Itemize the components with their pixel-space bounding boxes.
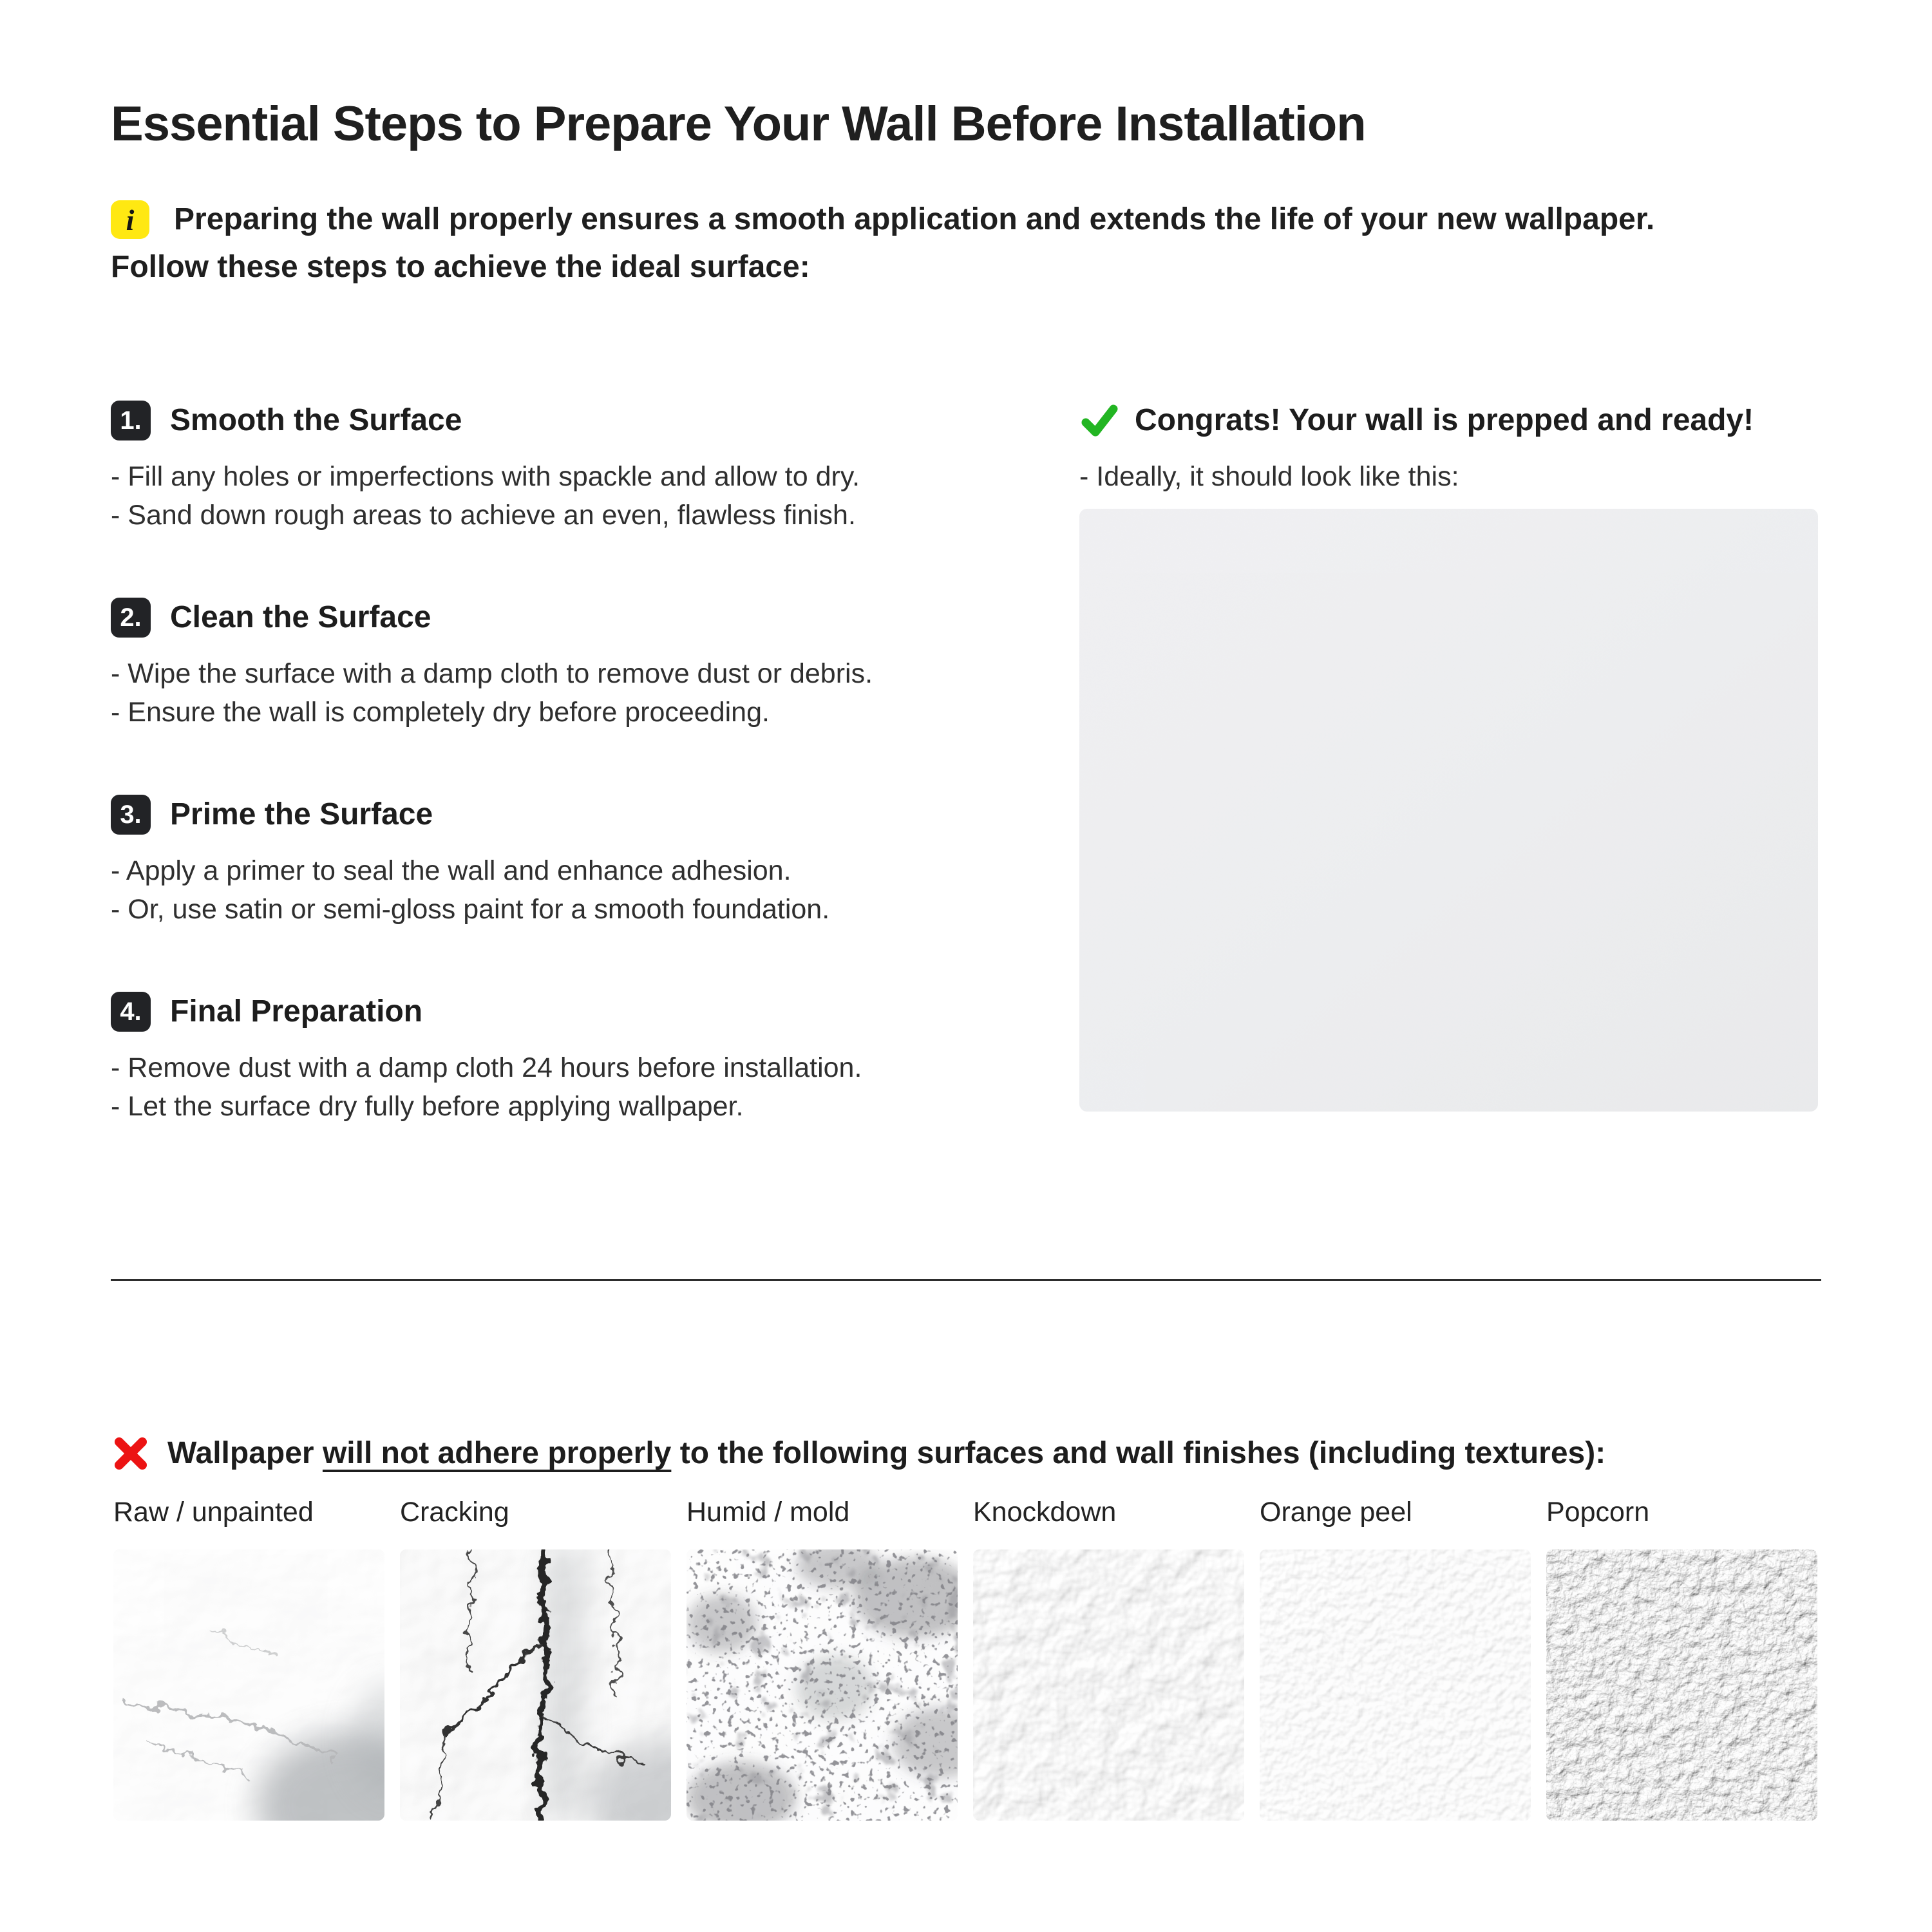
info-icon: i (111, 200, 149, 239)
x-icon (111, 1434, 151, 1473)
surface-texture-knockdown (973, 1549, 1244, 1821)
surface-label-orange-peel: Orange peel (1260, 1497, 1412, 1528)
step-item-1 (111, 401, 1025, 535)
surface-label-raw-unpainted: Raw / unpainted (113, 1497, 314, 1528)
success-subtitle: - Ideally, it should look like this: (1079, 461, 1459, 492)
step-bullet: - Or, use satin or semi-gloss paint for a smooth foundation. (111, 894, 830, 925)
page-title: Essential Steps to Prepare Your Wall Before Installation (111, 97, 1366, 151)
step-heading (111, 992, 1025, 1032)
step-bullet: - Fill any holes or imperfections with spackle and allow to dry. (111, 461, 860, 492)
step-bullet: - Ensure the wall is completely dry before proceeding. (111, 697, 770, 728)
surface-texture-popcorn (1546, 1549, 1817, 1821)
step-bullet: - Remove dust with a damp cloth 24 hours before installation. (111, 1052, 862, 1083)
step-number-badge: 3. (111, 795, 151, 835)
step-title: Clean the Surface (170, 600, 431, 634)
surface-texture-row (113, 1549, 1817, 1821)
surface-texture-cracking (400, 1549, 671, 1821)
section-divider (111, 1279, 1821, 1281)
step-title: Prime the Surface (170, 797, 433, 831)
step-title: Final Preparation (170, 994, 423, 1028)
step-number-badge: 2. (111, 598, 151, 638)
step-heading (111, 598, 1025, 638)
step-bullet: - Wipe the surface with a damp cloth to remove dust or debris. (111, 658, 873, 689)
intro-text: Preparing the wall properly ensures a smooth application and extends the life of your new wallpaper. (174, 202, 1655, 236)
surface-label-knockdown: Knockdown (973, 1497, 1117, 1528)
surface-texture-orange-peel (1260, 1549, 1531, 1821)
step-heading (111, 795, 1025, 835)
step-number-badge: 1. (111, 401, 151, 440)
prepped-wall-image (1079, 509, 1818, 1112)
surface-texture-humid-mold (687, 1549, 958, 1821)
step-title: Smooth the Surface (170, 403, 462, 437)
success-heading (1079, 401, 1826, 440)
step-heading (111, 401, 1025, 440)
surface-label-popcorn: Popcorn (1546, 1497, 1650, 1528)
intro-line-1 (111, 200, 1830, 240)
intro-text-line-2: Follow these steps to achieve the ideal surface: (111, 250, 810, 284)
step-item-3 (111, 795, 1025, 929)
warning-text-prefix: Wallpaper (167, 1436, 323, 1470)
check-icon (1079, 401, 1119, 440)
step-bullet: - Let the surface dry fully before applying wallpaper. (111, 1091, 744, 1122)
step-item-4 (111, 992, 1025, 1126)
surface-texture-raw-unpainted (113, 1549, 384, 1821)
success-title: Congrats! Your wall is prepped and ready! (1135, 403, 1754, 437)
warning-text-suffix: to the following surfaces and wall finishes (including textures): (671, 1436, 1606, 1470)
success-panel (1079, 401, 1826, 496)
surface-label-humid-mold: Humid / mold (687, 1497, 850, 1528)
step-item-2 (111, 598, 1025, 732)
intro-note (111, 200, 1830, 287)
step-bullet: - Sand down rough areas to achieve an even, flawless finish. (111, 500, 856, 531)
warning-heading (111, 1434, 1605, 1473)
surface-label-cracking: Cracking (400, 1497, 509, 1528)
warning-text-underlined: will not adhere properly (322, 1436, 672, 1470)
warning-text (167, 1434, 1605, 1473)
step-bullet: - Apply a primer to seal the wall and enhance adhesion. (111, 855, 791, 886)
step-number-badge: 4. (111, 992, 151, 1032)
surface-label-row (113, 1495, 1817, 1529)
